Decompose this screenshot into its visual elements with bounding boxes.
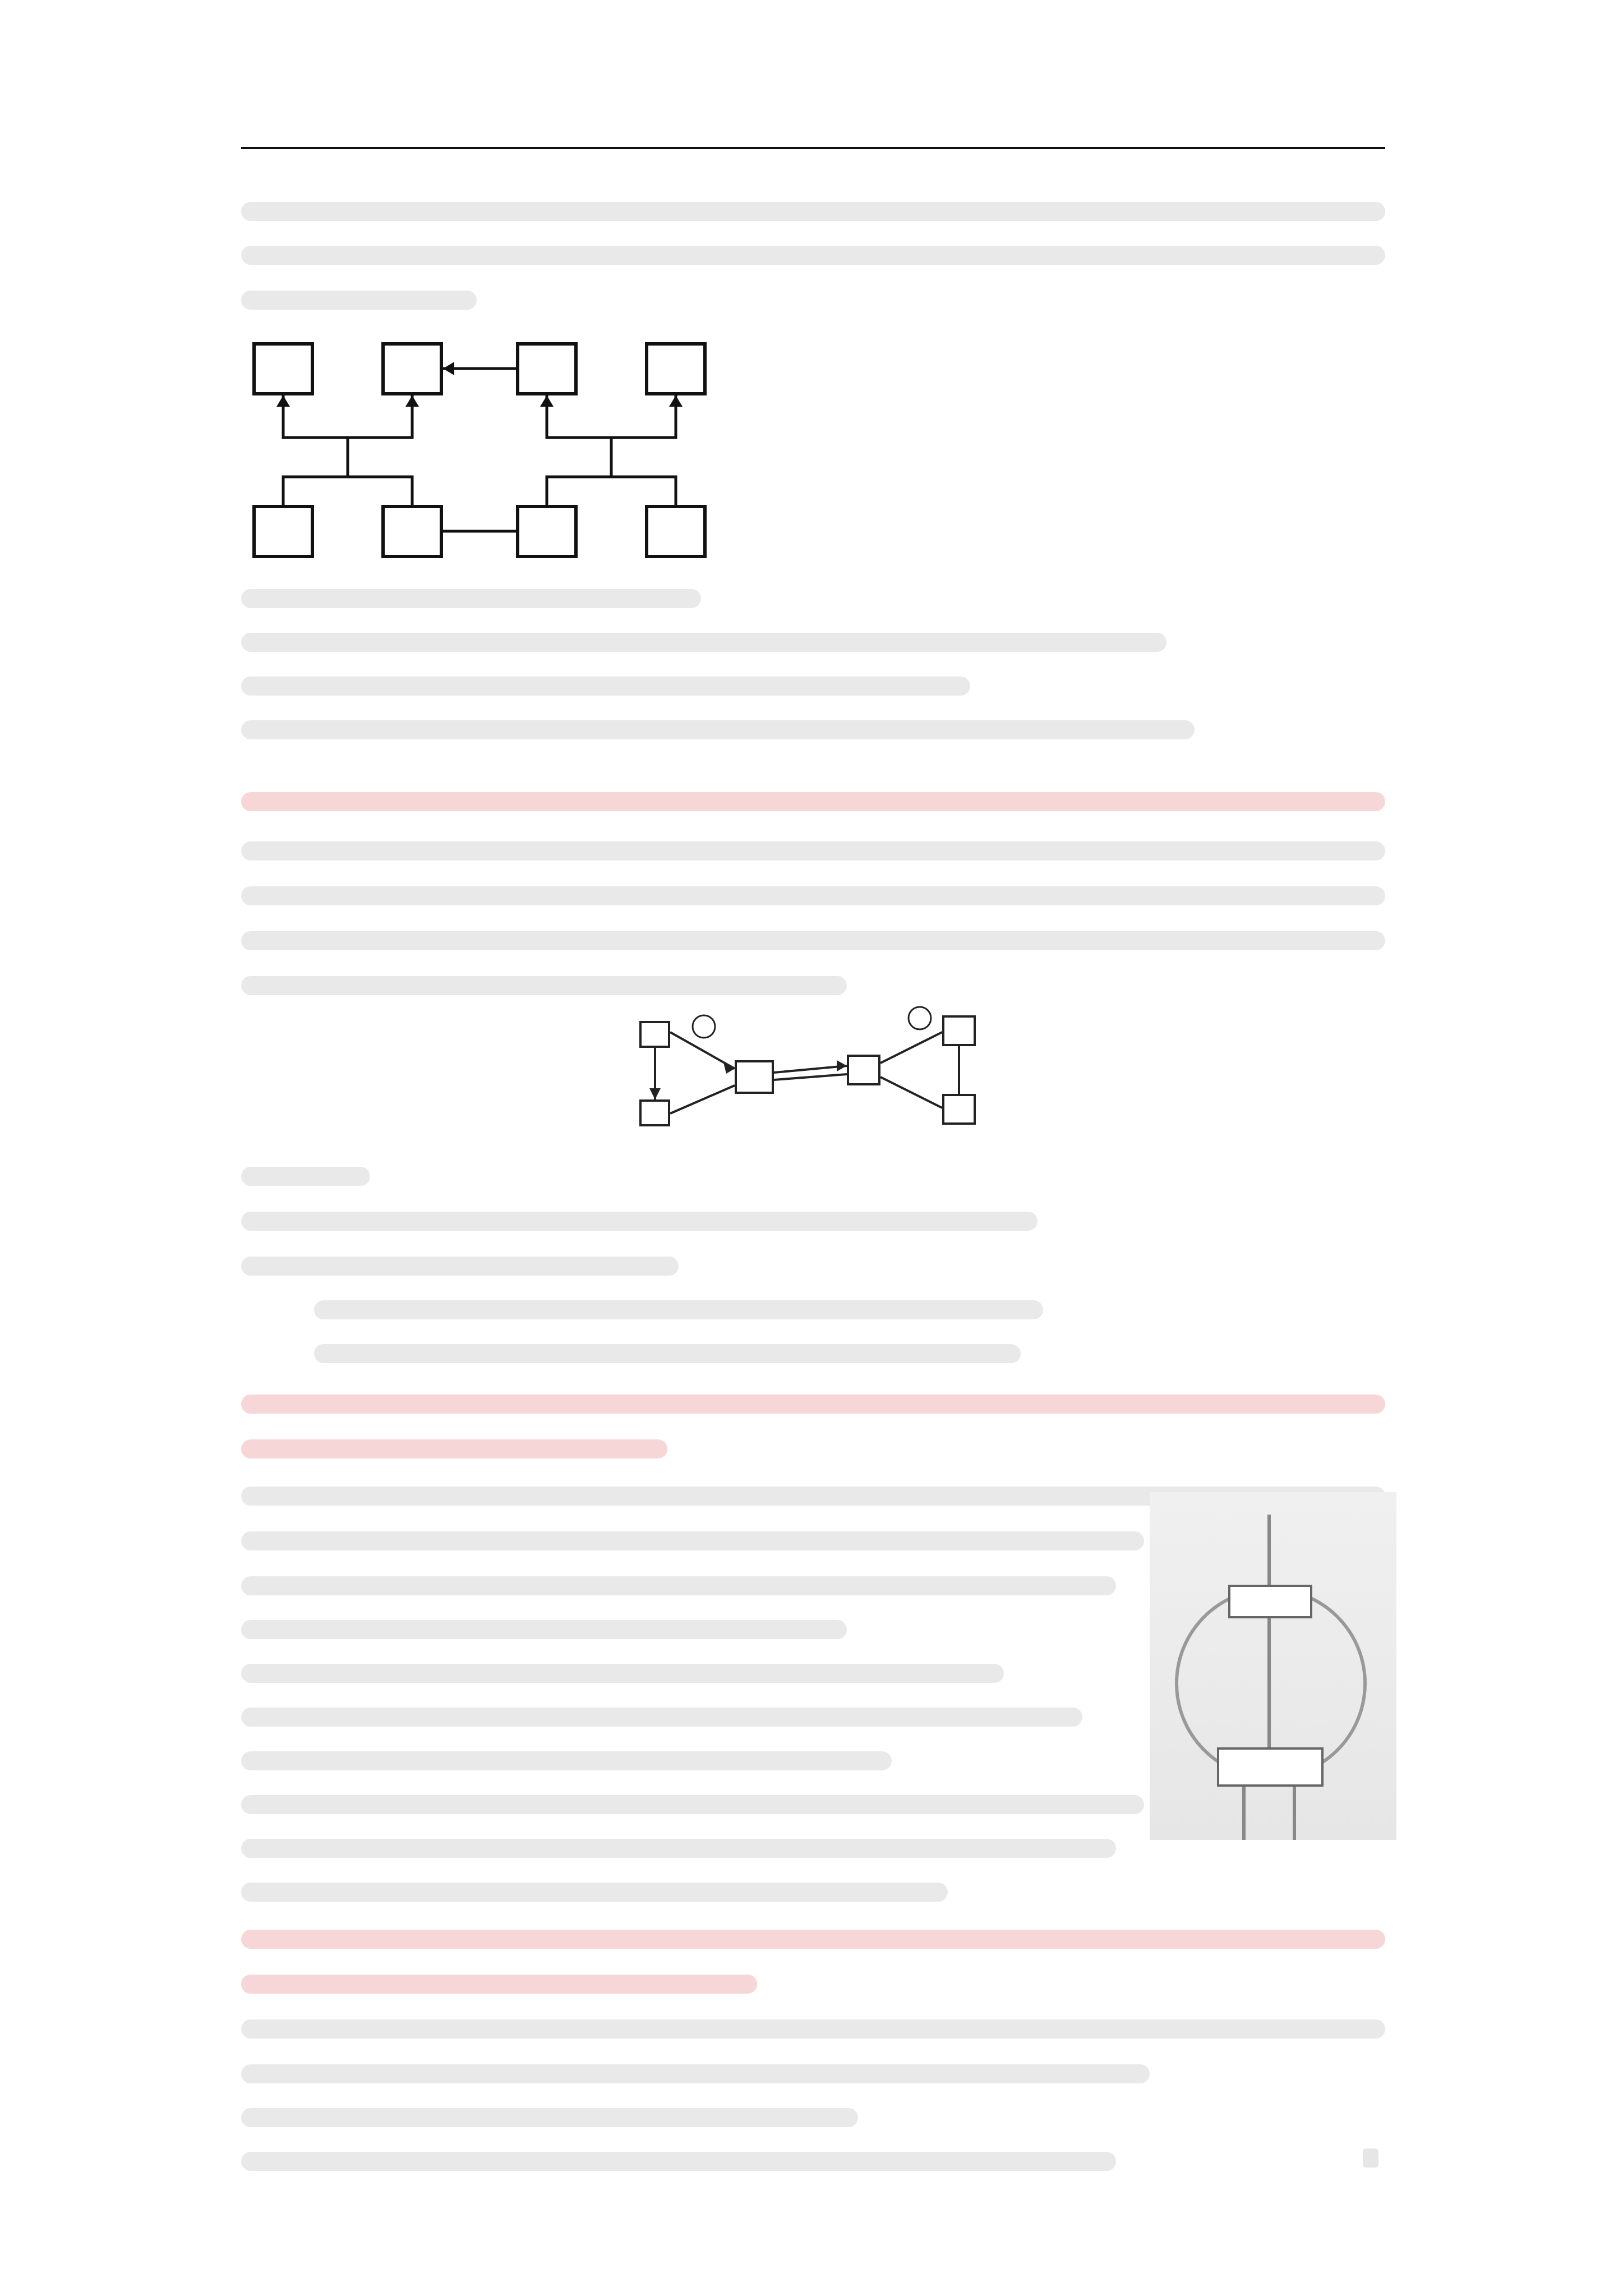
diagram-2 — [639, 1004, 1032, 1161]
text-line — [241, 1664, 1004, 1683]
text-line — [241, 2152, 1116, 2171]
text-line — [241, 976, 847, 995]
text-line — [314, 1300, 1043, 1319]
text-line — [241, 1795, 1144, 1814]
diagram-leg — [1242, 1787, 1246, 1840]
text-line — [241, 1839, 1116, 1858]
text-line — [241, 931, 1385, 950]
answer-line — [241, 792, 1385, 811]
diagram-node — [1228, 1585, 1312, 1618]
text-line — [241, 1708, 1082, 1727]
diagram-connectors — [241, 337, 780, 572]
text-line — [241, 677, 970, 696]
text-line — [241, 2108, 858, 2127]
answer-line — [241, 1975, 757, 1994]
answer-line — [241, 1395, 1385, 1414]
text-line — [241, 589, 701, 608]
text-line — [241, 1751, 892, 1770]
diagram-connectors — [639, 1004, 1032, 1161]
text-line — [241, 1212, 1038, 1231]
text-line — [314, 1344, 1021, 1363]
text-line — [241, 886, 1385, 905]
diagram-1 — [241, 337, 780, 572]
text-line — [241, 1167, 370, 1186]
cycle-diagram-image — [1150, 1492, 1396, 1840]
diagram-node — [1217, 1747, 1324, 1787]
text-line — [241, 1531, 1144, 1550]
text-line — [241, 1257, 679, 1276]
answer-line — [241, 1930, 1385, 1949]
text-line — [241, 633, 1166, 652]
header-rule — [241, 147, 1385, 149]
text-line — [241, 1620, 847, 1639]
page-number — [1363, 2148, 1378, 2168]
text-line — [241, 2019, 1385, 2039]
diagram-leg — [1293, 1787, 1296, 1840]
text-line — [241, 2064, 1150, 2083]
text-line — [241, 1883, 948, 1902]
text-line — [241, 1576, 1116, 1595]
answer-line — [241, 1439, 667, 1458]
text-line — [241, 291, 477, 310]
text-line — [241, 246, 1385, 265]
text-line — [241, 841, 1385, 861]
text-line — [241, 720, 1195, 739]
text-line — [241, 202, 1385, 221]
